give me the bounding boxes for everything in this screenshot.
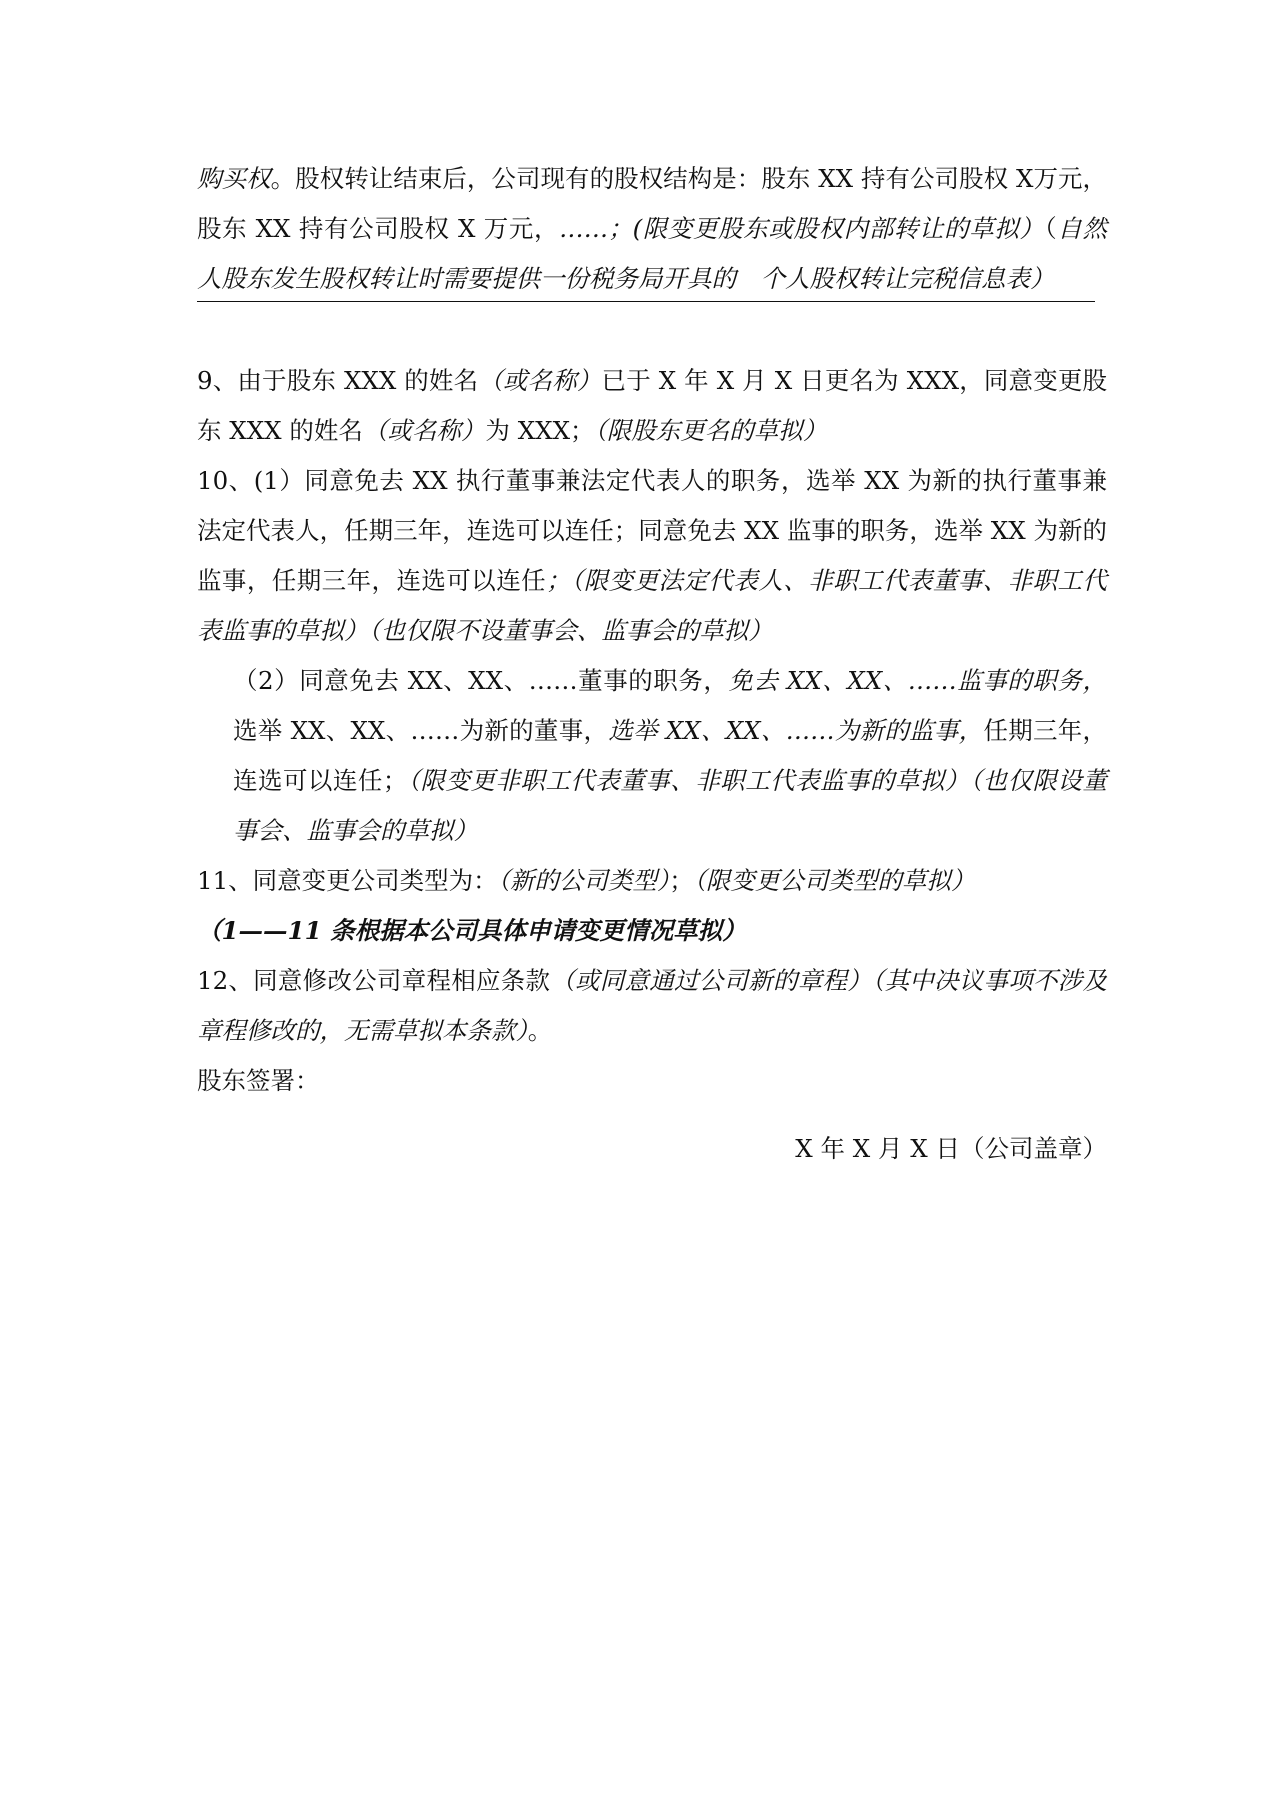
purchase-right-text: 购买权: [197, 164, 271, 193]
item-9-note-3: （限股东更名的草拟）: [594, 416, 828, 445]
share-transfer-continuation: [197, 154, 1107, 304]
item-10-1-text: 10、(1）同意免去 XX 执行董事兼法定代表人的职务，选举 XX 为新的执行董事兼法定代表人，任期三年，连选可以连任；同意免去 XX 监事的职务，选举 XX 为新的监事，任期三年，连选可以连任: [197, 466, 1107, 595]
item-12-note: （或同意通过公司新的章程）（其中决议事项不涉及章程修改的，无需草拟本条款）: [197, 966, 1107, 1045]
share-structure-text-2: 万元，股东 XX 持有公司股权 X 万元，: [197, 164, 1108, 243]
item-9-text-3: 为 XXX；: [485, 416, 595, 445]
item-10-2: [197, 656, 1107, 856]
share-transfer-note-end: 拟）: [994, 214, 1045, 243]
item-10-2-text-3: 任期三年，连选可以连任；: [233, 716, 1107, 795]
signature-label: 股东签署：: [197, 1066, 320, 1095]
item-12: [197, 956, 1107, 1056]
item-9-text-1: 9、由于股东 XXX 的姓名: [197, 366, 479, 395]
item-9: [197, 356, 1107, 456]
item-10-2-note-1: 免去 XX、XX、……监事的职务，: [728, 666, 1107, 695]
item-10-1-note: ；（限变更法定代表人、非职工代表董事、非职工代表监事的草拟）（也仅限不设董事会、监事会的草拟）: [197, 566, 1107, 645]
item-11-text-1: 11、同意变更公司类型为：: [197, 866, 498, 895]
drafting-note: （1——11 条根据本公司具体申请变更情况草拟）: [197, 916, 747, 945]
share-transfer-note: ……；(限变更股东或股权内部转让的草: [559, 214, 995, 243]
item-10-2-text-1: （2）同意免去 XX、XX、……董事的职务，: [233, 666, 729, 695]
item-10-2-text-2: 选举 XX、XX、……为新的董事，: [233, 716, 609, 745]
item-11-note-2: （限变更公司类型的草拟）: [693, 866, 976, 895]
item-10-2-note-3: （限变更非职工代表董事、非职工代表监事的草拟）（也仅限设董事会、监事会的草拟）: [233, 766, 1107, 845]
item-9-note-1: （或名称）: [478, 366, 602, 395]
item-9-note-2: （或名称）: [362, 416, 486, 445]
item-11-note-1: （新的公司类型）: [497, 866, 670, 895]
item-10-1: [197, 456, 1107, 656]
item-12-text-2: 。: [527, 1016, 553, 1045]
tax-note-paren: （: [1044, 214, 1058, 243]
item-10-2-note-2: 选举 XX、XX、……为新的监事，: [608, 716, 984, 745]
date-and-seal: X 年 X 月 X 日（公司盖章）: [795, 1134, 1107, 1163]
tax-info-note: 自然人股东发生股权转让时需要提供一份税务局开具的 个人股权转让完税信息表）: [197, 214, 1108, 293]
item-9-text-2: 已于 X 年 X 月 X 日更名为 XXX，同意变更股东 XXX 的姓名: [197, 366, 1108, 445]
tax-note-underline: [197, 301, 1095, 302]
item-11-text-2: ；: [669, 866, 694, 895]
resolution-items: [197, 356, 1107, 1106]
item-12-text-1: 12、同意修改公司章程相应条款: [197, 966, 551, 995]
share-structure-text: 。股权转让结束后，公司现有的股权结构是：股东 XX 持有公司股权 X: [270, 164, 1034, 193]
share-structure-paragraph: [197, 154, 1107, 304]
item-11: [197, 856, 1107, 906]
